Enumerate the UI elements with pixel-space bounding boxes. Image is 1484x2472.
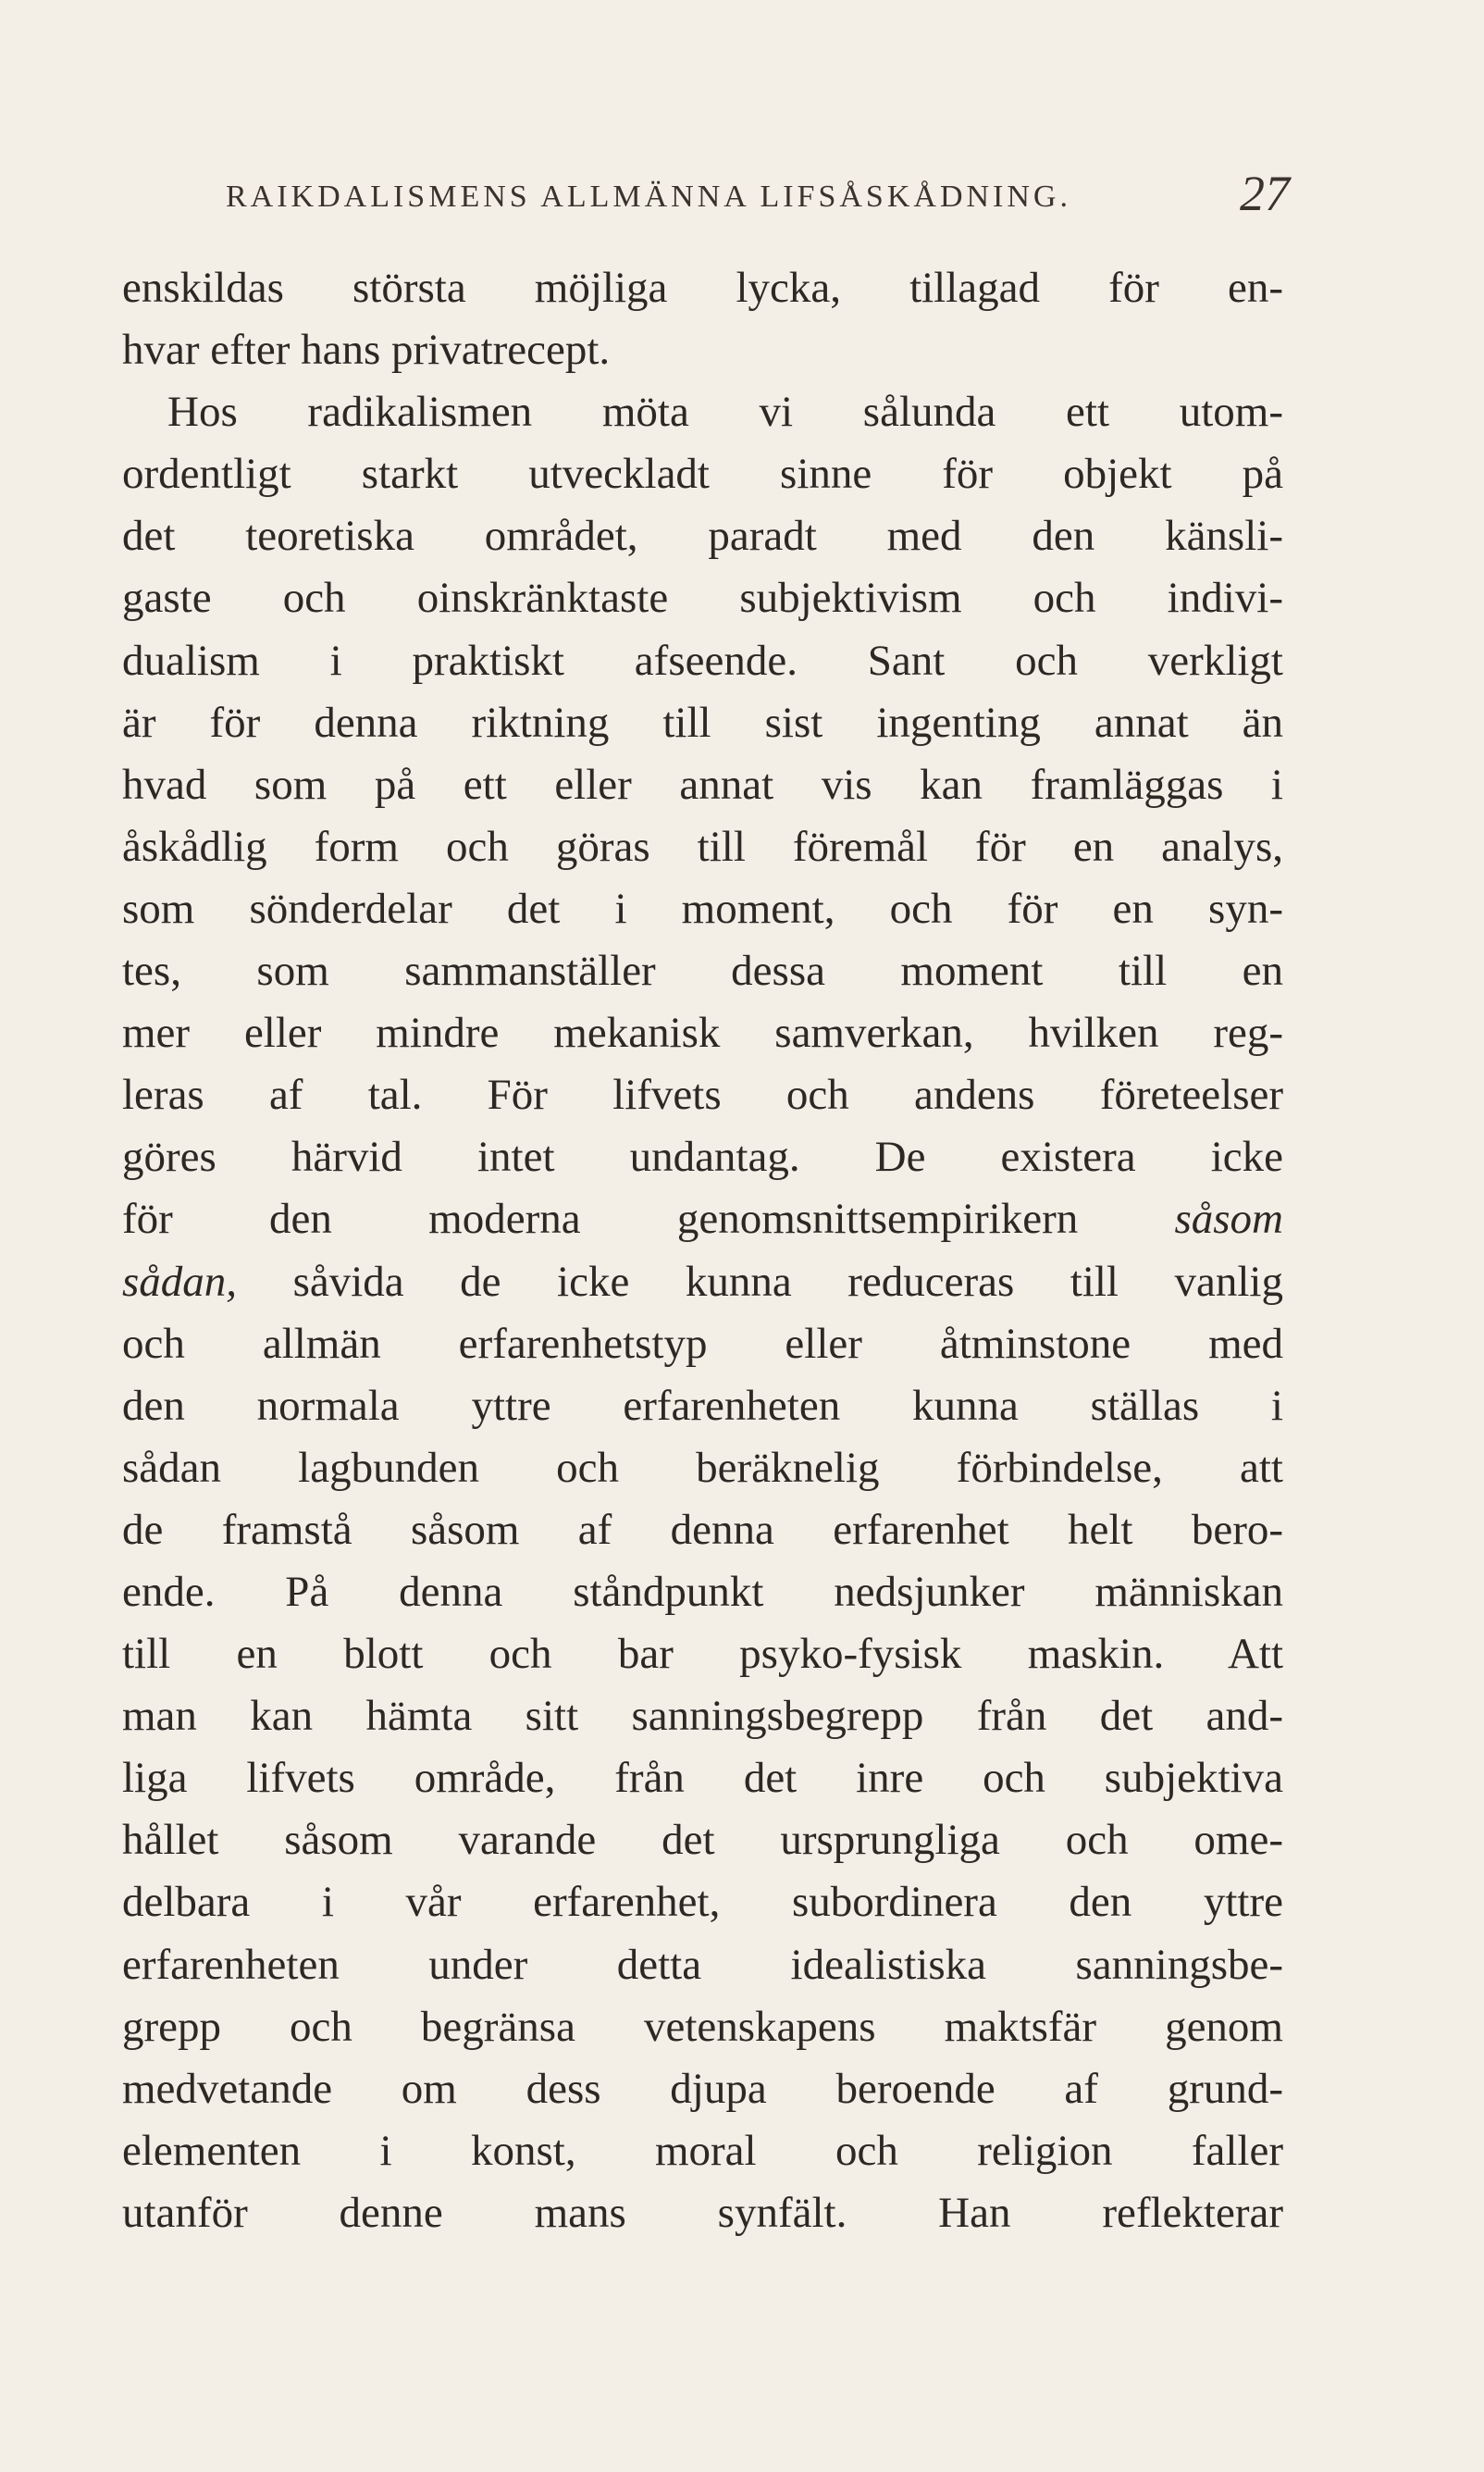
line-segment: för den moderna genomsnittsempirikern [122, 1195, 1175, 1244]
text-line [122, 1188, 1283, 1250]
text-line: ordentligt starkt utveckladt sinne för objekt på [122, 450, 1283, 499]
text-line: grepp och begränsa vetenskapens maktsfär genom [122, 2002, 1283, 2051]
line-segment: såvida de icke kunna reduceras till vanlig [237, 1257, 1283, 1306]
text-line: man kan hämta sitt sanningsbegrepp från det and- [122, 1692, 1283, 1741]
text-line [122, 1251, 1283, 1313]
text-line: delbara i vår erfarenhet, subordinera den yttre [122, 1878, 1283, 1927]
text-line: och allmän erfarenhetstyp eller åtminstone med [122, 1319, 1283, 1368]
text-line: ende. På denna ståndpunkt nedsjunker människan [122, 1567, 1283, 1616]
emphasized-word: såsom [1174, 1195, 1283, 1244]
page-number: 27 [1240, 166, 1290, 221]
text-line: åskådlig form och göras till föremål för en analys, [122, 822, 1283, 871]
text-line: till en blott och bar psyko-fysisk maskin. Att [122, 1630, 1283, 1679]
text-line: det teoretiska området, paradt med den känsli- [122, 512, 1283, 561]
text-line: de framstå såsom af denna erfarenhet helt bero- [122, 1505, 1283, 1554]
emphasized-word: sådan, [122, 1257, 238, 1306]
text-line: Hos radikalismen möta vi sålunda ett utom- [167, 388, 1283, 437]
text-line: erfarenheten under detta idealistiska sanningsbe- [122, 1940, 1283, 1989]
text-line: leras af tal. För lifvets och andens företeelser [122, 1071, 1283, 1120]
text-line: utanför denne mans synfält. Han reflekterar [122, 2188, 1283, 2237]
text-line: som sönderdelar det i moment, och för en syn- [122, 884, 1283, 933]
text-line: tes, som sammanställer dessa moment till en [122, 947, 1283, 996]
text-line: hållet såsom varande det ursprungliga och ome- [122, 1816, 1283, 1865]
text-line: mer eller mindre mekanisk samverkan, hvilken reg- [122, 1009, 1283, 1058]
running-head [226, 165, 1290, 230]
running-title: RAIKDALISMENS ALLMÄNNA LIFSÅSKÅDNING. [226, 180, 1071, 214]
text-line: gaste och oinskränktaste subjektivism och indivi- [122, 574, 1283, 623]
text-line: den normala yttre erfarenheten kunna ställas i [122, 1381, 1283, 1430]
text-line: hvar efter hans privatrecept. [122, 326, 611, 375]
text-line: medvetande om dess djupa beroende af grund- [122, 2064, 1283, 2113]
text-line: enskildas största möjliga lycka, tillagad för en- [122, 264, 1283, 312]
text-line: elementen i konst, moral och religion faller [122, 2126, 1283, 2175]
text-line: liga lifvets område, från det inre och subjektiva [122, 1754, 1283, 1803]
body-text [122, 257, 1283, 2244]
text-line: hvad som på ett eller annat vis kan framläggas i [122, 760, 1283, 809]
text-line: göres härvid intet undantag. De existera icke [122, 1133, 1283, 1182]
text-line: är för denna riktning till sist ingenting annat än [122, 698, 1283, 747]
text-line: dualism i praktiskt afseende. Sant och verkligt [122, 636, 1283, 685]
text-line: sådan lagbunden och beräknelig förbindelse, att [122, 1443, 1283, 1492]
